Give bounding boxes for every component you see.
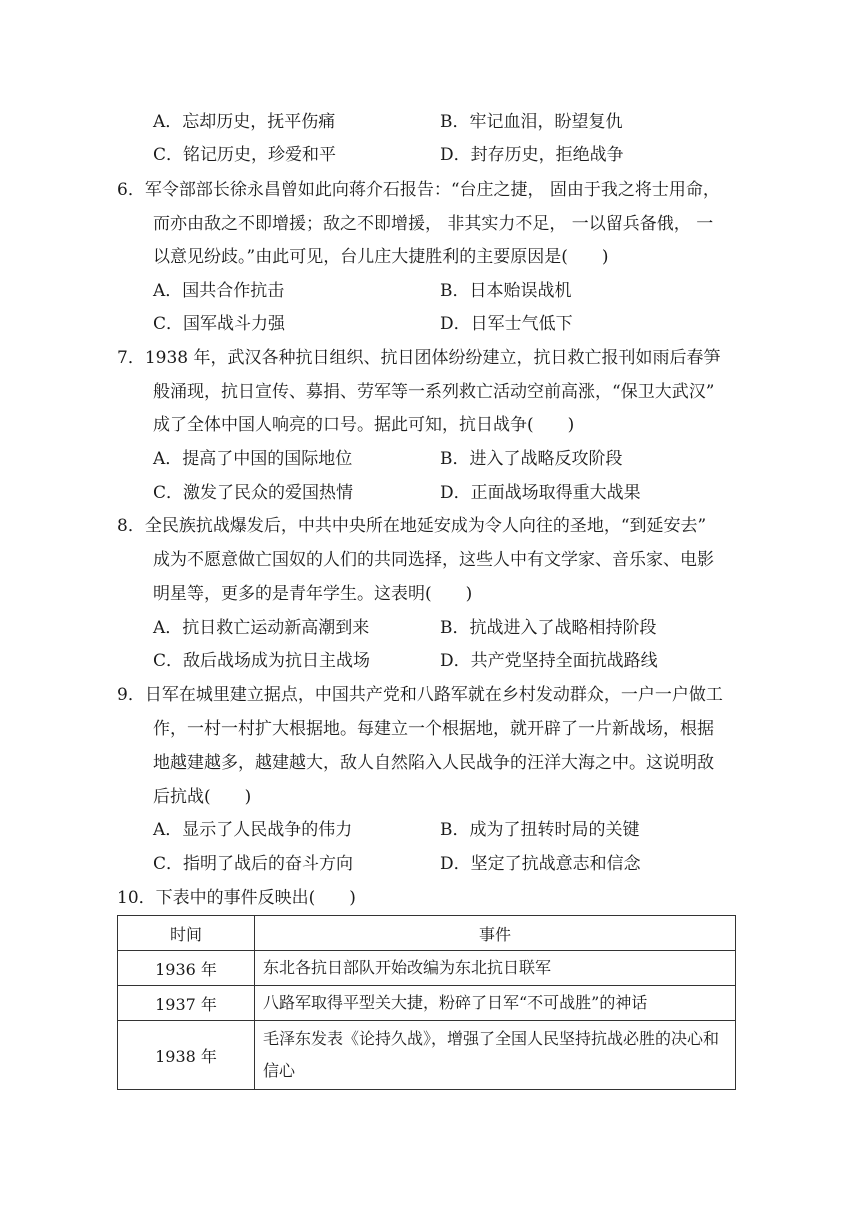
q6-option-a: A．国共合作抗击	[153, 281, 285, 301]
q9-option-d: D．坚定了抗战意志和信念	[440, 854, 641, 874]
q7-option-c: C．激发了民众的爱国热情	[153, 483, 354, 503]
q9-stem-line2: 作，一村一村扩大根据地。每建立一个根据地，就开辟了一片新战场，根据	[153, 719, 714, 739]
q8-stem-line3: 明星等，更多的是青年学生。这表明( )	[153, 584, 473, 604]
q9-option-a: A．显示了人民战争的伟力	[153, 820, 353, 840]
events-table	[117, 915, 736, 1090]
q8-option-a: A．抗日救亡运动新高潮到来	[153, 618, 370, 638]
q6-option-b: B．日本贻误战机	[440, 281, 572, 301]
table-row	[118, 1021, 736, 1090]
q9-stem-line4: 后抗战( )	[153, 787, 252, 807]
q8-stem-line2: 成为不愿意做亡国奴的人们的共同选择，这些人中有文学家、音乐家、电影	[153, 550, 714, 570]
q8-stem-line1: 8．全民族抗战爆发后，中共中央所在地延安成为令人向往的圣地，“到延安去”	[117, 516, 707, 536]
table-cell-year: 1936 年	[118, 951, 255, 986]
q7-option-a: A．提高了中国的国际地位	[153, 449, 353, 469]
table-row	[118, 986, 736, 1021]
q5-option-d: D．封存历史，拒绝战争	[440, 145, 624, 165]
q6-stem-line3: 以意见纷歧。”由此可见，台儿庄大捷胜利的主要原因是( )	[153, 247, 609, 267]
q7-stem-line3: 成了全体中国人响亮的口号。据此可知，抗日战争( )	[153, 415, 575, 435]
q5-option-a: A．忘却历史，抚平伤痛	[153, 112, 336, 132]
table-header-time: 时间	[118, 916, 255, 951]
q6-stem-line1: 6．军令部部长徐永昌曾如此向蒋介石报告：“台庄之捷， 固由于我之将士用命，	[117, 180, 720, 200]
table-cell-year: 1937 年	[118, 986, 255, 1021]
table-cell-event: 八路军取得平型关大捷，粉碎了日军“不可战胜”的神话	[255, 986, 736, 1021]
q9-option-b: B．成为了扭转时局的关键	[440, 820, 640, 840]
table-header-event: 事件	[255, 916, 736, 951]
q5-option-c: C．铭记历史，珍爱和平	[153, 145, 337, 165]
q8-option-b: B．抗战进入了战略相持阶段	[440, 618, 657, 638]
q6-option-c: C．国军战斗力强	[153, 314, 286, 334]
table-cell-year: 1938 年	[118, 1021, 255, 1090]
table-row	[118, 951, 736, 986]
q7-stem-line1: 7．1938 年，武汉各种抗日组织、抗日团体纷纷建立，抗日救亡报刊如雨后春笋	[117, 348, 721, 368]
q7-stem-line2: 般涌现，抗日宣传、募捐、劳军等一系列救亡活动空前高涨，“保卫大武汉”	[153, 382, 715, 402]
q6-stem-line2: 而亦由敌之不即增援；敌之不即增援， 非其实力不足， 一以留兵备俄， 一	[153, 214, 714, 234]
q9-option-c: C．指明了战后的奋斗方向	[153, 854, 354, 874]
q6-option-d: D．日军士气低下	[440, 314, 573, 334]
table-cell-event: 毛泽东发表《论持久战》，增强了全国人民坚持抗战必胜的决心和信心	[255, 1021, 736, 1090]
q8-option-c: C．敌后战场成为抗日主战场	[153, 651, 371, 671]
q9-stem-line1: 9．日军在城里建立据点，中国共产党和八路军就在乡村发动群众，一户一户做工	[117, 685, 723, 705]
table-header-row	[118, 916, 736, 951]
q7-option-b: B．进入了战略反攻阶段	[440, 449, 623, 469]
q9-stem-line3: 地越建越多，越建越大，敌人自然陷入人民战争的汪洋大海之中。这说明敌	[153, 753, 714, 773]
q10-stem: 10．下表中的事件反映出( )	[117, 888, 356, 908]
table-cell-event: 东北各抗日部队开始改编为东北抗日联军	[255, 951, 736, 986]
q5-option-b: B．牢记血泪，盼望复仇	[440, 112, 623, 132]
q7-option-d: D．正面战场取得重大战果	[440, 483, 641, 503]
q8-option-d: D．共产党坚持全面抗战路线	[440, 651, 658, 671]
